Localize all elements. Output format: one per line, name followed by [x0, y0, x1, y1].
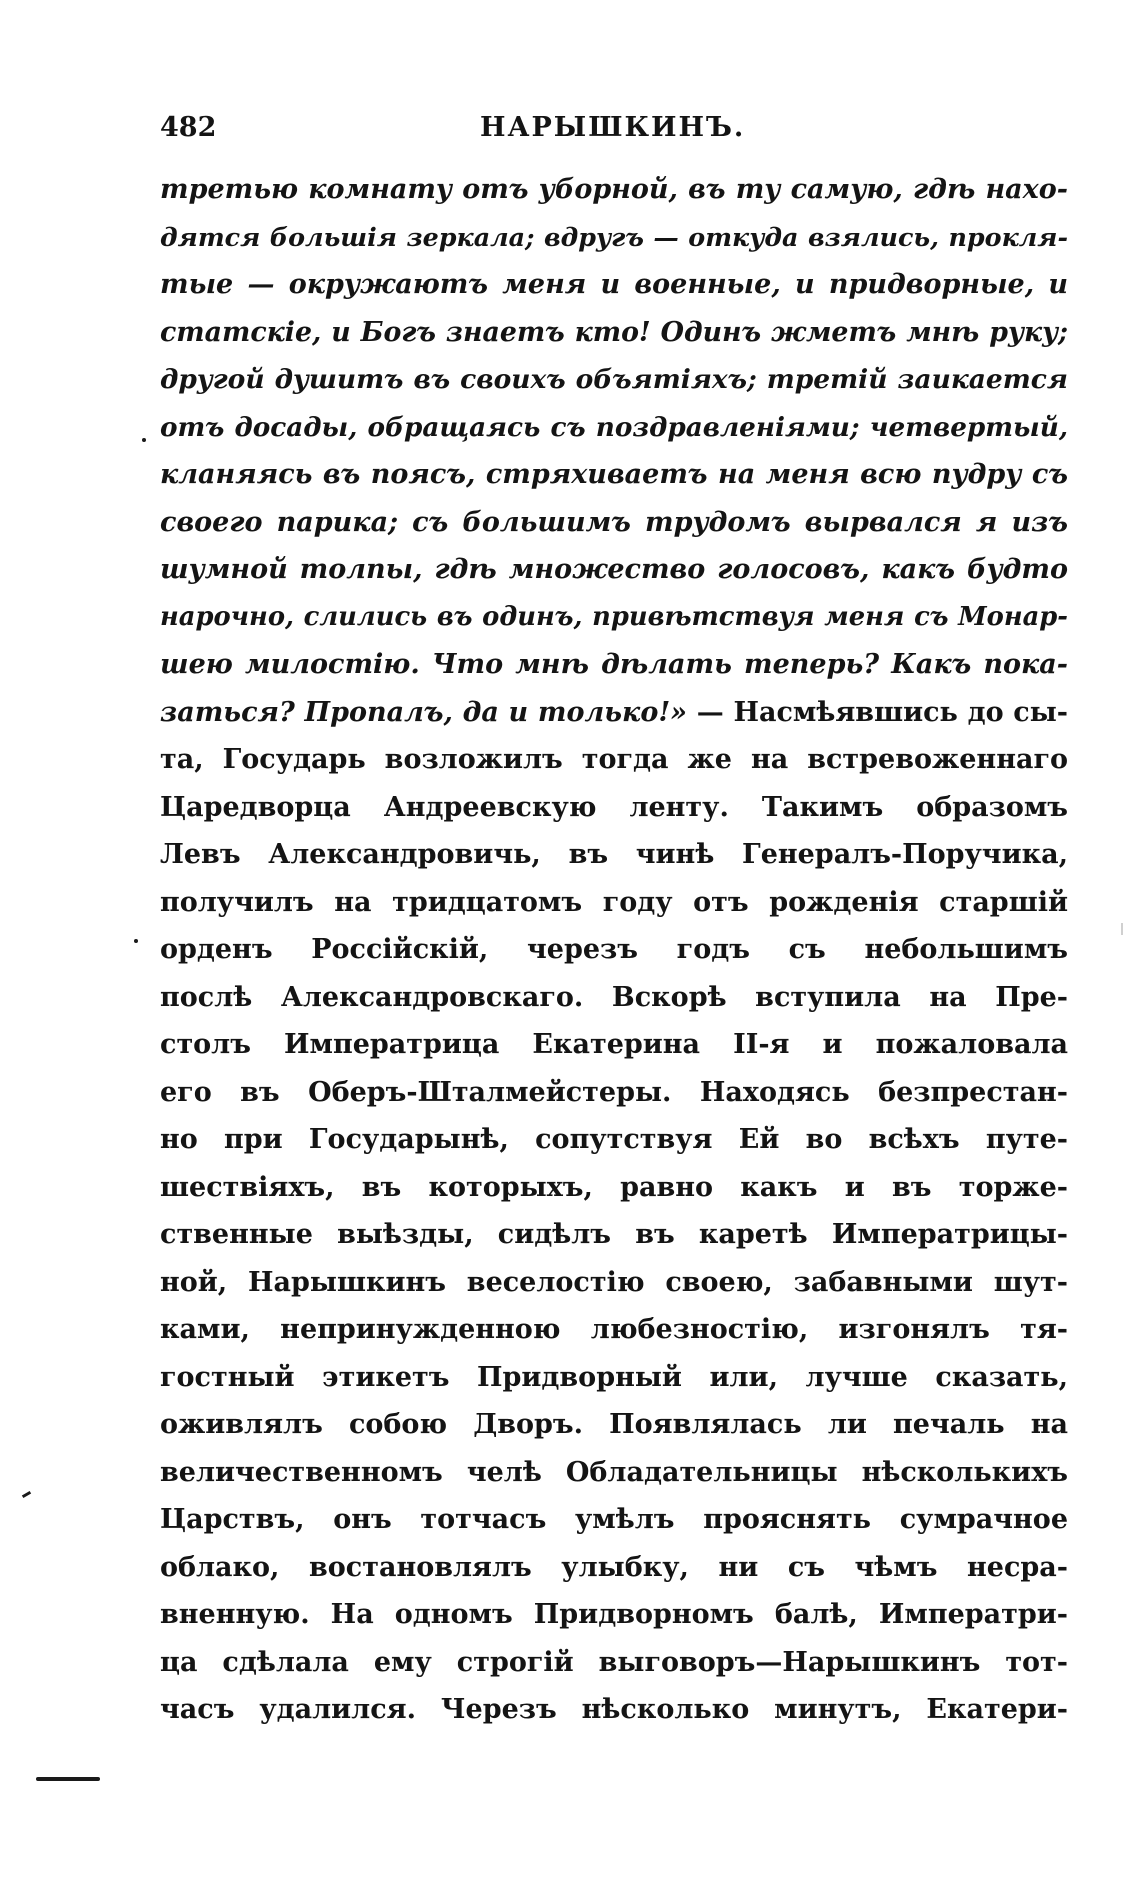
text-line: статскіе, и Богъ знаетъ кто! Одинъ жметъ мнѣ руку; — [160, 316, 1068, 348]
text-line: ной, Нарышкинъ веселостію своею, забавными шут- — [160, 1266, 1068, 1298]
text-line: оживлялъ собою Дворъ. Появлялась ли печаль на — [160, 1409, 1068, 1440]
text-line: послѣ Александровскаго. Вскорѣ вступила на Пре- — [160, 981, 1068, 1013]
narration-resume: — Насмѣявшись до сы- — [687, 696, 1068, 728]
text-line: кланяясь въ поясъ, стряхиваетъ на меня всю пудру съ — [160, 459, 1068, 490]
text-line: третью комнату отъ уборной, въ ту самую, гдѣ нахо- — [160, 174, 1068, 205]
text-line: дятся большія зеркала; вдругъ — откуда взялись, прокля- — [160, 221, 1068, 252]
text-line: гостный этикетъ Придворный или, лучше сказать, — [160, 1361, 1068, 1393]
text-line: ственные выѣзды, сидѣлъ въ каретѣ Императрицы- — [160, 1219, 1068, 1250]
text-line: орденъ Россійскій, черезъ годъ съ небольшимъ — [160, 934, 1068, 965]
quoted-speech-end: заться? Пропалъ, да и только!» — [160, 696, 688, 728]
margin-rule-mark — [36, 1777, 100, 1781]
print-speck — [142, 438, 146, 442]
text-line: отъ досады, обращаясь съ поздравленіями; четвертый, — [160, 411, 1068, 443]
text-line: часъ удалился. Черезъ нѣсколько минутъ, Екатери- — [160, 1694, 1068, 1725]
text-line: облако, востановлялъ улыбку, ни съ чѣмъ несра- — [160, 1551, 1068, 1583]
text-line: столъ Императрица Екатерина II-я и пожаловала — [160, 1029, 1068, 1060]
text-line — [160, 689, 1068, 737]
text-line: Левъ Александровичь, въ чинѣ Генералъ-Поручика, — [160, 839, 1068, 870]
text-line: величественномъ челѣ Обладательницы нѣсколькихъ — [160, 1456, 1068, 1488]
text-line: та, Государь возложилъ тогда же на встревоженнаго — [160, 744, 1068, 775]
text-line: Царедворца Андреевскую ленту. Такимъ образомъ — [160, 791, 1068, 823]
page-header — [160, 112, 1068, 162]
text-line: вненную. На одномъ Придворномъ балѣ, Императри- — [160, 1599, 1068, 1630]
text-line: ками, непринужденною любезностію, изгонялъ тя- — [160, 1314, 1068, 1345]
text-line: ца сдѣлала ему строгій выговоръ—Нарышкинъ тот- — [160, 1646, 1068, 1678]
running-title: НАРЫШКИНЪ. — [480, 112, 746, 143]
text-line: получилъ на тридцатомъ году отъ рожденія старшій — [160, 886, 1068, 918]
text-line: шествіяхъ, въ которыхъ, равно какъ и въ торже- — [160, 1171, 1068, 1203]
text-line: тые — окружаютъ меня и военные, и придворные, и — [160, 269, 1068, 300]
text-line: нарочно, слились въ одинъ, привѣтствуя меня съ Монар- — [160, 601, 1068, 632]
text-line: своего парика; съ большимъ трудомъ вырвался я изъ — [160, 506, 1068, 538]
text-line: его въ Оберъ-Шталмейстеры. Находясь безпрестан- — [160, 1076, 1068, 1108]
margin-mark — [22, 1491, 31, 1498]
text-line: другой душитъ въ своихъ объятіяхъ; третій заикается — [160, 364, 1068, 395]
text-line: но при Государынѣ, сопутствуя Ей во всѣхъ путе- — [160, 1124, 1068, 1155]
text-line: Царствъ, онъ тотчасъ умѣлъ прояснять сумрачное — [160, 1504, 1068, 1535]
text-line: шею милостію. Что мнѣ дѣлать теперь? Какъ пока- — [160, 649, 1068, 680]
text-line: шумной толпы, гдѣ множество голосовъ, какъ будто — [160, 554, 1068, 585]
print-speck — [134, 939, 138, 943]
body-text — [160, 166, 1068, 1734]
scan-artifact — [1121, 923, 1123, 935]
page-number: 482 — [160, 112, 217, 143]
